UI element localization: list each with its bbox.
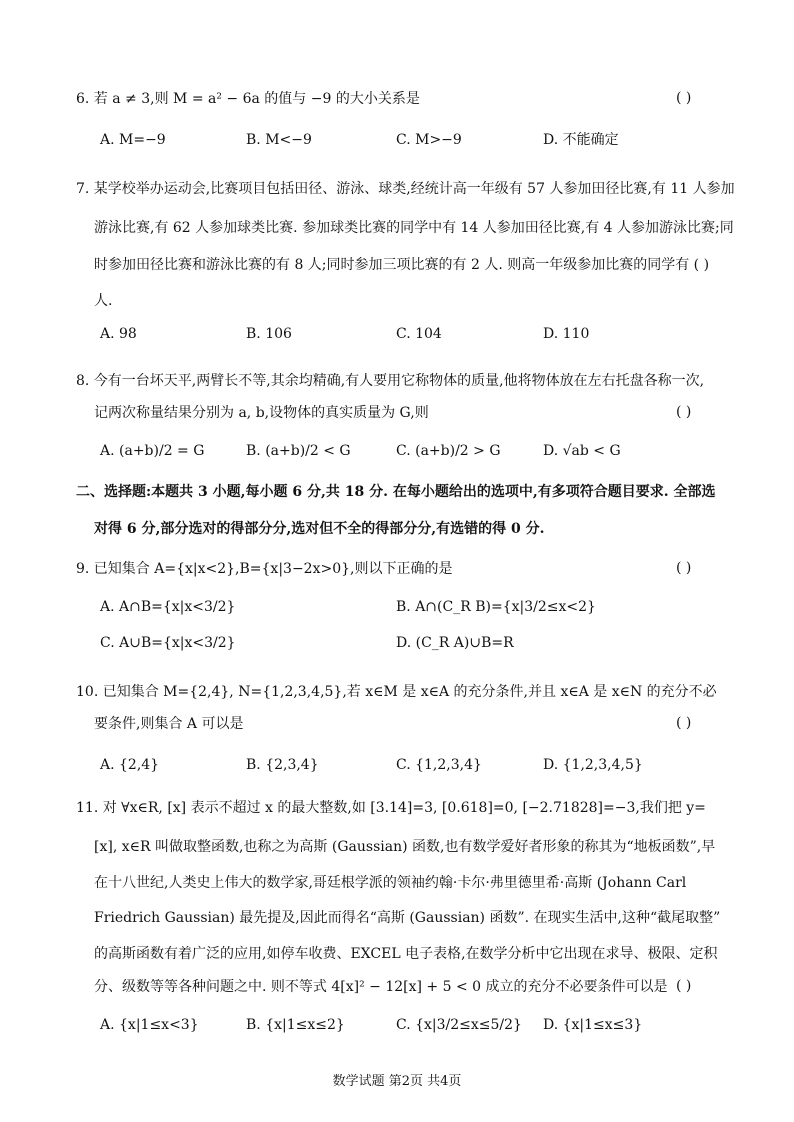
page-footer: 数学试题 第2页 共4页 <box>332 1074 462 1089</box>
q8-answer-bracket: ( ) <box>676 404 692 420</box>
q6-stem: 6. 若 a ≠ 3,则 M = a² − 6a 的值与 −9 的大小关系是 <box>76 91 420 107</box>
q6-option-a: A. M=−9 <box>100 132 166 148</box>
q10-option-c: C. {1,2,3,4} <box>396 757 482 773</box>
q11-line-4: Friedrich Gaussian) 最先提及,因此而得名“高斯 (Gaussian) 函数”. 在现实生活中,这种“截尾取整” <box>94 910 721 926</box>
q7-option-b: B. 106 <box>246 326 292 342</box>
q8-option-a: A. (a+b)/2 = G <box>100 443 205 459</box>
q8-option-d: D. √ab < G <box>543 443 621 459</box>
q8-line-2: 记两次称量结果分别为 a, b,设物体的真实质量为 G,则 <box>94 405 429 421</box>
q11-option-c: C. {x|3/2≤x≤5/2} <box>396 1017 522 1033</box>
q7-line-1: 7. 某学校举办运动会,比赛项目包括田径、游泳、球类,经统计高一年级有 57 人参加田径比赛,有 11 人参加 <box>76 181 735 197</box>
q8-line-1: 8. 今有一台坏天平,两臂长不等,其余均精确,有人要用它称物体的质量,他将物体放在左右托盘各称一次, <box>76 373 705 389</box>
q11-line-6: 分、级数等等各种问题之中. 则不等式 4[x]² − 12[x] + 5 < 0 成立的充分不必要条件可以是 <box>94 979 668 995</box>
q6-option-b: B. M<−9 <box>246 132 312 148</box>
q11-line-1: 11. 对 ∀x∈R, [x] 表示不超过 x 的最大整数,如 [3.14]=3, [0.618]=0, [−2.71828]=−3,我们把 y= <box>76 800 706 816</box>
q9-option-a: A. A∩B={x|x<3/2} <box>100 599 236 615</box>
q9-option-b: B. A∩(C_R B)={x|3/2≤x<2} <box>396 599 596 615</box>
q7-line-2: 游泳比赛,有 62 人参加球类比赛. 参加球类比赛的同学中有 14 人参加田径比赛,有 4 人参加游泳比赛;同 <box>94 220 734 236</box>
q7-option-a: A. 98 <box>100 326 137 342</box>
section2-heading-line-1: 二、选择题:本题共 3 小题,每小题 6 分,共 18 分. 在每小题给出的选项中,有多项符合题目要求. 全部选 <box>76 484 716 500</box>
q9-answer-bracket: ( ) <box>676 560 692 576</box>
q7-line-3: 时参加田径比赛和游泳比赛的有 8 人;同时参加三项比赛的有 2 人. 则高一年级参加比赛的同学有 ( ) <box>94 257 710 273</box>
q10-line-2: 要条件,则集合 A 可以是 <box>94 716 244 732</box>
q11-option-b: B. {x|1≤x≤2} <box>246 1017 345 1033</box>
q8-option-c: C. (a+b)/2 > G <box>396 443 501 459</box>
q6-answer-bracket: ( ) <box>676 90 692 106</box>
q7-option-d: D. 110 <box>543 326 590 342</box>
q11-answer-bracket: ( ) <box>676 978 692 994</box>
q11-line-3: 在十八世纪,人类史上伟大的数学家,哥廷根学派的领袖约翰·卡尔·弗里德里希·高斯 (Johann Carl <box>94 875 687 891</box>
q10-answer-bracket: ( ) <box>676 715 692 731</box>
q10-option-a: A. {2,4} <box>100 757 160 773</box>
q6-option-c: C. M>−9 <box>396 132 462 148</box>
q11-line-2: [x], x∈R 叫做取整函数,也称之为高斯 (Gaussian) 函数,也有数学爱好者形象的称其为“地板函数”,早 <box>94 839 716 855</box>
q7-line-4: 人. <box>94 293 113 309</box>
q9-stem: 9. 已知集合 A={x|x<2},B={x|3−2x>0},则以下正确的是 <box>76 561 453 577</box>
q9-option-c: C. A∪B={x|x<3/2} <box>100 635 236 651</box>
q8-option-b: B. (a+b)/2 < G <box>246 443 351 459</box>
q11-option-d: D. {x|1≤x≤3} <box>543 1017 643 1033</box>
q10-option-d: D. {1,2,3,4,5} <box>543 757 643 773</box>
q10-line-1: 10. 已知集合 M={2,4}, N={1,2,3,4,5},若 x∈M 是 x∈A 的充分条件,并且 x∈A 是 x∈N 的充分不必 <box>76 684 717 700</box>
q10-option-b: B. {2,3,4} <box>246 757 319 773</box>
section2-heading-line-2: 对得 6 分,部分选对的得部分分,选对但不全的得部分分,有选错的得 0 分. <box>94 521 545 537</box>
q9-option-d: D. (C_R A)∪B=R <box>396 635 514 651</box>
q11-option-a: A. {x|1≤x<3} <box>100 1017 199 1033</box>
q11-line-5: 的高斯函数有着广泛的应用,如停车收费、EXCEL 电子表格,在数学分析中它出现在求导、极限、定积 <box>94 946 718 962</box>
q7-option-c: C. 104 <box>396 326 442 342</box>
q6-option-d: D. 不能确定 <box>543 132 619 148</box>
